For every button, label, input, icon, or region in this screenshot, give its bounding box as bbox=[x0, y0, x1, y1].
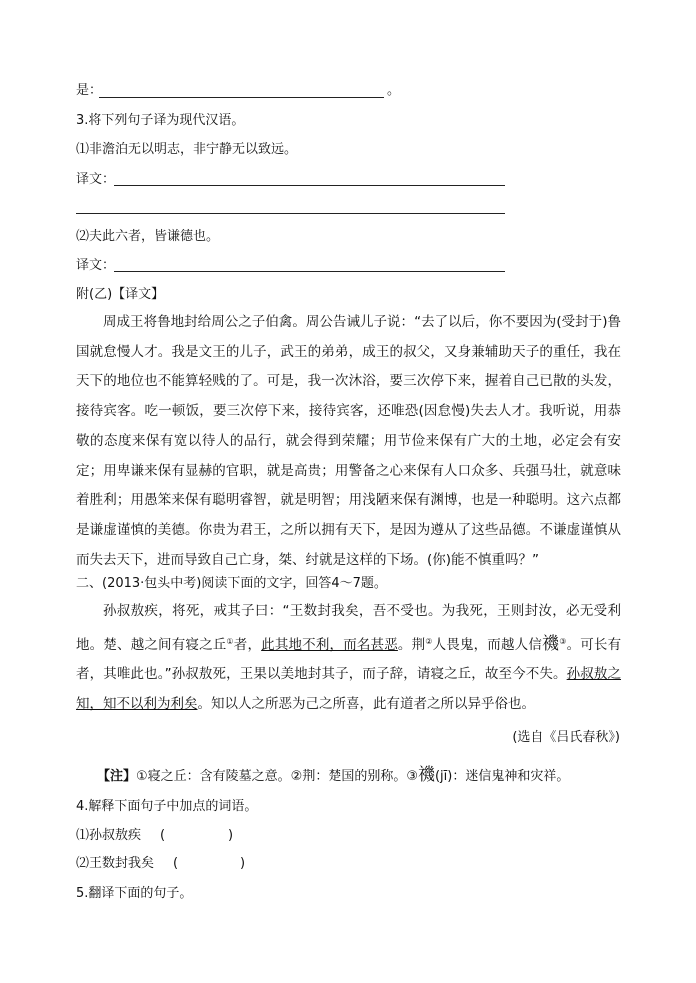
q4-paren-close-1: ) bbox=[228, 828, 234, 843]
underlined-sentence-2: 孙叔敖之知，知不以利为利矣 bbox=[76, 666, 621, 713]
translation-paragraph: 周成王将鲁地封给周公之子伯禽。周公告诫儿子说：“去了以后，你不要因为(受封于)鲁国就怠慢人才。我是文王的儿子，武王的弟弟，成王的叔父，又身兼辅助天子的重任，我在天下的地位也不能算轻贱的了。可是，我一次沐浴，要三次停下来，握着自己已散的头发，接待宾客。吃一顿饭，要三次停下来，接待宾客，还唯恐(因怠慢)失去人才。我听说，用恭敬的态度来保有宽以待人的品行，就会得到荣耀；用节俭来保有广大的土地，必定会有安定；用卑谦来保有显赫的官职，就是高贵；用警备之心来保有人口众多、兵强马壮，就意味着胜利；用愚笨来保有聪明睿智，就是明智；用浅陋来保有渊博，也是一种聪明。这六点都是谦虚谨慎的美德。你贵为君王，之所以拥有天下，是因为遵从了这些品德。不谦虚谨慎从而失去天下，进而导致自己亡身，桀、纣就是这样的下场。(你)能不慎重吗？” bbox=[76, 314, 621, 568]
q4-paren-open-1: ( bbox=[160, 828, 166, 843]
q4-item-2: ⑵王数封我矣 bbox=[76, 856, 155, 871]
q4-title: 4.解释下面句子中加点的词语。 bbox=[76, 799, 258, 814]
q3-answer-line-3[interactable] bbox=[114, 271, 505, 272]
underlined-sentence-1: 此其地不利，而名甚恶 bbox=[261, 636, 398, 653]
source-citation: (选自《吕氏春秋》) bbox=[512, 730, 620, 745]
q5-title: 5.翻译下面的句子。 bbox=[76, 886, 193, 901]
classical-passage: 孙叔敖疾，将死，戒其子曰：“王数封我矣，吾不受也。为我死，王则封汝，必无受利地。楚、越之间有寝之丘①者，此其地不利，而名甚恶。荆②人畏鬼，而越人信禨③。可长有者，其唯此也。”孙叔敖死，王果以美地封其子，而子辞，请寝之丘，故至今不失。孙叔敖之知，知不以利为利矣。知以人之所恶为己之所喜，此有道者之所以异乎俗也。 bbox=[76, 603, 622, 713]
answer-label: 是： bbox=[76, 83, 103, 98]
q4-paren-open-2: ( bbox=[173, 856, 179, 871]
section2-title: 二、(2013·包头中考)阅读下面的文字，回答4～7题。 bbox=[76, 576, 387, 591]
q3-answer-line-2[interactable] bbox=[76, 213, 505, 214]
annotation-note: 【注】①寝之丘：含有陵墓之意。②荆：楚国的别称。③禨(jī)：迷信鬼神和灾祥。 bbox=[97, 765, 570, 785]
q3-translation-label-1: 译文： bbox=[76, 172, 116, 187]
appendix-title: 附(乙)【译文】 bbox=[76, 287, 165, 302]
q3-answer-line-1[interactable] bbox=[114, 185, 505, 186]
q3-translation-label-2: 译文： bbox=[76, 258, 116, 273]
q4-paren-close-2: ) bbox=[240, 856, 246, 871]
q3-sentence-2: ⑵夫此六者，皆谦德也。 bbox=[76, 229, 220, 244]
q3-title: 3.将下列句子译为现代汉语。 bbox=[76, 113, 245, 128]
q4-item-1: ⑴孙叔敖疾 bbox=[76, 828, 142, 843]
answer-blank[interactable] bbox=[99, 97, 384, 98]
answer-end: 。 bbox=[387, 83, 401, 98]
q3-sentence-1: ⑴非澹泊无以明志，非宁静无以致远。 bbox=[76, 142, 298, 157]
